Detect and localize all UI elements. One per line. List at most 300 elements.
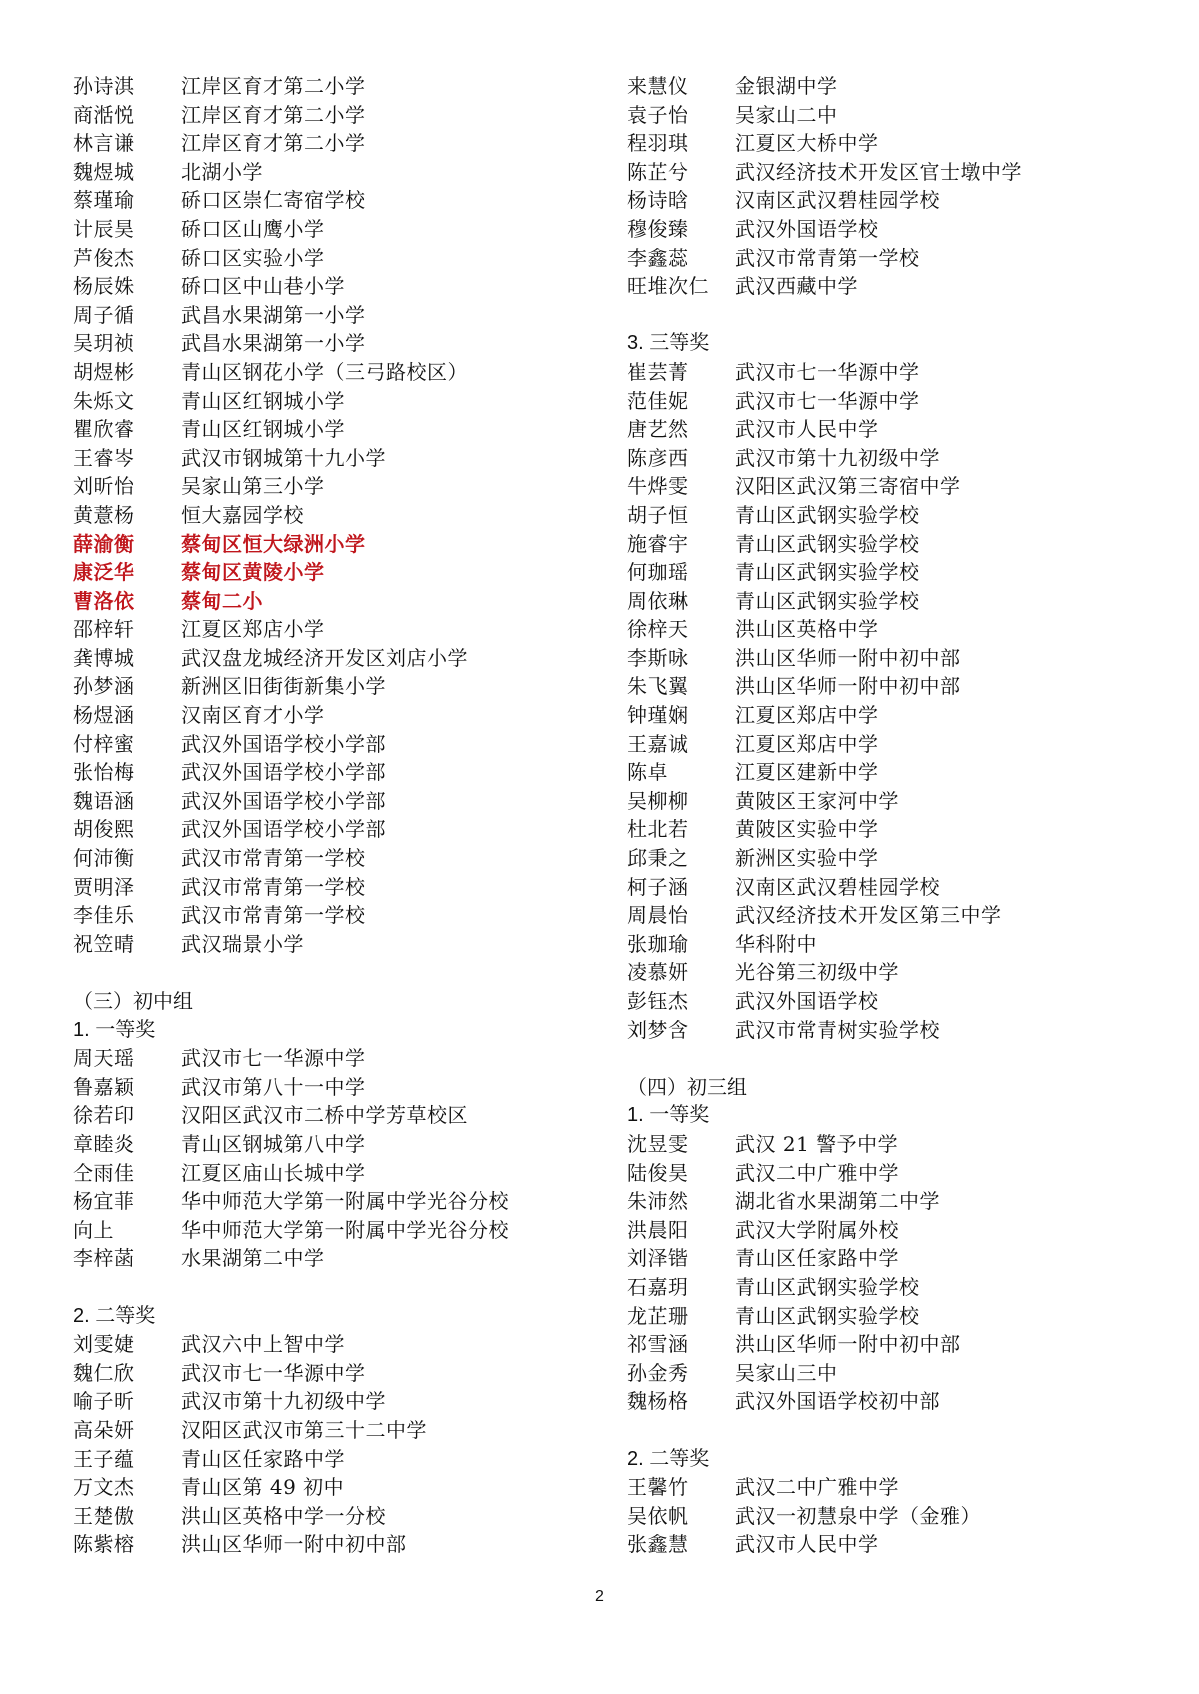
award-entry-row <box>627 215 1187 244</box>
student-name: 万文杰 <box>73 1475 135 1500</box>
student-name: 杨诗晗 <box>627 188 689 213</box>
student-name: 李斯咏 <box>627 645 689 670</box>
student-name: 孙诗淇 <box>73 74 135 98</box>
student-name: 康泛华 <box>73 560 135 585</box>
student-name: 刘昕怡 <box>73 474 135 499</box>
award-level-heading: 3. 三等奖 <box>627 332 710 355</box>
award-entry-row <box>627 1016 1187 1045</box>
award-entry-row <box>627 558 1187 587</box>
student-name: 仝雨佳 <box>73 1160 135 1185</box>
school-name: 洪山区华师一附中初中部 <box>181 1532 407 1557</box>
award-entry-row <box>73 558 593 587</box>
award-entry-row <box>627 72 1187 101</box>
award-level-heading: 2. 二等奖 <box>627 1447 710 1470</box>
school-name: 青山区武钢实验学校 <box>735 531 920 556</box>
school-name: 洪山区华师一附中初中部 <box>735 1332 961 1357</box>
award-entry-row <box>73 272 593 301</box>
award-entry-row <box>73 329 593 358</box>
award-entry-row <box>73 1530 593 1559</box>
school-name: 武汉市常青第一学校 <box>735 245 920 270</box>
student-name: 周晨怡 <box>627 903 689 928</box>
award-entry-row <box>73 758 593 787</box>
award-entry-row <box>627 644 1187 673</box>
student-name: 陈彦西 <box>627 445 689 470</box>
school-name: 新洲区实验中学 <box>735 846 879 871</box>
award-level-heading: 1. 一等奖 <box>73 1018 156 1041</box>
student-name: 芦俊杰 <box>73 245 135 270</box>
school-name: 青山区第 49 初中 <box>181 1475 345 1500</box>
school-name: 吴家山二中 <box>735 102 838 127</box>
school-name: 武汉市常青第一学校 <box>181 903 366 928</box>
school-name: 华中师范大学第一附属中学光谷分校 <box>181 1189 509 1214</box>
highlighted-award-list <box>73 530 593 616</box>
student-name: 来慧仪 <box>627 74 689 98</box>
award-list <box>73 615 593 958</box>
student-name: 凌慕妍 <box>627 960 689 985</box>
student-name: 向上 <box>73 1217 114 1242</box>
school-name: 江夏区庙山长城中学 <box>181 1160 366 1185</box>
spacer <box>73 958 593 987</box>
student-name: 祁雪涵 <box>627 1332 689 1357</box>
page-number: 2 <box>595 1588 604 1605</box>
student-name: 龚博城 <box>73 645 135 670</box>
student-name: 蔡瑾瑜 <box>73 188 135 213</box>
student-name: 杨辰姝 <box>73 274 135 299</box>
student-name: 徐梓天 <box>627 617 689 642</box>
school-name: 青山区任家路中学 <box>735 1246 899 1271</box>
student-name: 计辰昊 <box>73 216 135 241</box>
award-entry-row <box>627 501 1187 530</box>
student-name: 施睿宇 <box>627 531 689 556</box>
award-list <box>73 72 593 530</box>
award-entry-row <box>73 1473 593 1502</box>
student-name: 周依琳 <box>627 588 689 613</box>
award-entry-row <box>73 901 593 930</box>
school-name: 青山区武钢实验学校 <box>735 502 920 527</box>
school-name: 江夏区郑店中学 <box>735 703 879 728</box>
school-name: 武汉市第十九初级中学 <box>181 1389 386 1414</box>
award-entry-row <box>627 1302 1187 1331</box>
award-entry-row <box>627 1473 1187 1502</box>
school-name: 武汉经济技术开发区官士墩中学 <box>735 159 1022 184</box>
school-name: 武汉市七一华源中学 <box>181 1360 366 1385</box>
school-name: 武汉二中广雅中学 <box>735 1475 899 1500</box>
student-name: 牛烨雯 <box>627 474 689 499</box>
award-entry-row <box>627 1387 1187 1416</box>
student-name: 孙梦涵 <box>73 674 135 699</box>
student-name: 黄薏杨 <box>73 502 135 527</box>
school-name: 江岸区育才第二小学 <box>181 131 366 156</box>
school-name: 武汉市常青第一学校 <box>181 846 366 871</box>
award-entry-row <box>627 873 1187 902</box>
student-name: 陆俊昊 <box>627 1160 689 1185</box>
school-name: 硚口区崇仁寄宿学校 <box>181 188 366 213</box>
student-name: 张怡梅 <box>73 760 135 785</box>
school-name: 武汉 21 警予中学 <box>735 1131 899 1156</box>
award-list <box>627 1130 1187 1416</box>
school-name: 江夏区郑店中学 <box>735 731 879 756</box>
award-entry-row <box>627 530 1187 559</box>
award-entry-row <box>73 672 593 701</box>
school-name: 江岸区育才第二小学 <box>181 102 366 127</box>
spacer <box>627 1044 1187 1073</box>
award-entry-row <box>73 215 593 244</box>
award-entry-row <box>627 1130 1187 1159</box>
school-name: 蔡甸区黄陵小学 <box>181 560 325 585</box>
award-entry-row <box>627 1216 1187 1245</box>
school-name: 洪山区英格中学一分校 <box>181 1503 386 1528</box>
student-name: 付梓蜜 <box>73 731 135 756</box>
award-entry-row <box>73 1244 593 1273</box>
right-column <box>627 72 1187 1559</box>
student-name: 王嘉诚 <box>627 731 689 756</box>
student-name: 杨煜涵 <box>73 703 135 728</box>
award-level-heading: 2. 二等奖 <box>73 1304 156 1327</box>
student-name: 陈紫榕 <box>73 1532 135 1557</box>
school-name: 黄陂区实验中学 <box>735 817 879 842</box>
school-name: 汉南区武汉碧桂园学校 <box>735 874 940 899</box>
award-entry-row <box>627 1187 1187 1216</box>
school-name: 恒大嘉园学校 <box>181 502 304 527</box>
student-name: 陈芷兮 <box>627 159 689 184</box>
award-entry-row <box>627 158 1187 187</box>
student-name: 龙芷珊 <box>627 1303 689 1328</box>
award-list <box>73 1044 593 1273</box>
award-entry-row <box>73 1187 593 1216</box>
school-name: 武汉外国语学校初中部 <box>735 1389 940 1414</box>
school-name: 青山区红钢城小学 <box>181 417 345 442</box>
student-name: 周子循 <box>73 302 135 327</box>
award-entry-row <box>627 958 1187 987</box>
school-name: 武汉六中上智中学 <box>181 1332 345 1357</box>
award-entry-row <box>73 186 593 215</box>
student-name: 李鑫蕊 <box>627 245 689 270</box>
student-name: 刘雯婕 <box>73 1332 135 1357</box>
award-entry-row <box>627 987 1187 1016</box>
student-name: 穆俊臻 <box>627 216 689 241</box>
award-entry-row <box>73 1073 593 1102</box>
student-name: 瞿欣睿 <box>73 417 135 442</box>
award-entry-row <box>73 1130 593 1159</box>
award-entry-row <box>73 530 593 559</box>
award-entry-row <box>73 587 593 616</box>
school-name: 吴家山三中 <box>735 1360 838 1385</box>
school-name: 江夏区大桥中学 <box>735 131 879 156</box>
school-name: 武汉西藏中学 <box>735 274 858 299</box>
award-entry-row <box>627 415 1187 444</box>
school-name: 汉南区育才小学 <box>181 703 325 728</box>
school-name: 江夏区建新中学 <box>735 760 879 785</box>
school-name: 江夏区郑店小学 <box>181 617 325 642</box>
school-name: 武汉经济技术开发区第三中学 <box>735 903 1002 928</box>
award-entry-row <box>73 787 593 816</box>
school-name: 江岸区育才第二小学 <box>181 74 366 98</box>
award-entry-row <box>627 358 1187 387</box>
award-entry-row <box>627 758 1187 787</box>
school-name: 武汉市人民中学 <box>735 417 879 442</box>
school-name: 青山区红钢城小学 <box>181 388 345 413</box>
school-name: 武昌水果湖第一小学 <box>181 302 366 327</box>
student-name: 魏杨格 <box>627 1389 689 1414</box>
student-name: 祝笠晴 <box>73 931 135 956</box>
award-entry-row <box>73 415 593 444</box>
section-heading-group4: （四）初三组 <box>627 1074 747 1099</box>
award-entry-row <box>627 244 1187 273</box>
award-entry-row <box>73 1416 593 1445</box>
school-name: 武汉外国语学校小学部 <box>181 760 386 785</box>
student-name: 胡子恒 <box>627 502 689 527</box>
school-name: 武汉外国语学校小学部 <box>181 817 386 842</box>
student-name: 林言谦 <box>73 131 135 156</box>
award-entry-row <box>627 930 1187 959</box>
student-name: 旺堆次仁 <box>627 274 709 299</box>
award-entry-row <box>73 301 593 330</box>
school-name: 武昌水果湖第一小学 <box>181 331 366 356</box>
school-name: 武汉市钢城第十九小学 <box>181 445 386 470</box>
student-name: 刘泽锴 <box>627 1246 689 1271</box>
section-heading-group3: （三）初中组 <box>73 989 193 1013</box>
student-name: 王馨竹 <box>627 1475 689 1500</box>
student-name: 袁子怡 <box>627 102 689 127</box>
student-name: 张珈瑜 <box>627 931 689 956</box>
award-entry-row <box>73 387 593 416</box>
award-entry-row <box>627 587 1187 616</box>
school-name: 硚口区中山巷小学 <box>181 274 345 299</box>
school-name: 武汉市七一华源中学 <box>735 388 920 413</box>
award-entry-row <box>73 1359 593 1388</box>
school-name: 武汉外国语学校 <box>735 216 879 241</box>
award-entry-row <box>627 787 1187 816</box>
school-name: 蔡甸区恒大绿洲小学 <box>181 531 366 556</box>
school-name: 武汉市人民中学 <box>735 1532 879 1557</box>
award-entry-row <box>73 873 593 902</box>
award-entry-row <box>627 672 1187 701</box>
school-name: 汉南区武汉碧桂园学校 <box>735 188 940 213</box>
student-name: 程羽琪 <box>627 131 689 156</box>
student-name: 朱沛然 <box>627 1189 689 1214</box>
student-name: 徐若印 <box>73 1103 135 1128</box>
award-entry-row <box>627 129 1187 158</box>
award-entry-row <box>627 387 1187 416</box>
award-entry-row <box>73 1445 593 1474</box>
award-entry-row <box>627 901 1187 930</box>
award-entry-row <box>73 1387 593 1416</box>
award-entry-row <box>627 815 1187 844</box>
school-name: 武汉外国语学校 <box>735 989 879 1013</box>
school-name: 汉阳区武汉市二桥中学芳草校区 <box>181 1103 468 1128</box>
award-entry-row <box>627 1159 1187 1188</box>
award-entry-row <box>73 844 593 873</box>
school-name: 青山区钢城第八中学 <box>181 1131 366 1156</box>
award-list <box>627 1473 1187 1559</box>
student-name: 章睦炎 <box>73 1131 135 1156</box>
award-entry-row <box>627 472 1187 501</box>
award-entry-row <box>627 101 1187 130</box>
award-entry-row <box>73 158 593 187</box>
school-name: 黄陂区王家河中学 <box>735 788 899 813</box>
award-entry-row <box>627 1359 1187 1388</box>
award-entry-row <box>73 72 593 101</box>
student-name: 王睿岑 <box>73 445 135 470</box>
school-name: 华中师范大学第一附属中学光谷分校 <box>181 1217 509 1242</box>
award-entry-row <box>627 444 1187 473</box>
spacer <box>73 1273 593 1302</box>
student-name: 柯子涵 <box>627 874 689 899</box>
student-name: 唐艺然 <box>627 417 689 442</box>
award-entry-row <box>73 1216 593 1245</box>
award-entry-row <box>627 1530 1187 1559</box>
school-name: 金银湖中学 <box>735 74 838 98</box>
school-name: 武汉市七一华源中学 <box>181 1046 366 1071</box>
student-name: 钟瑾娴 <box>627 703 689 728</box>
award-entry-row <box>73 644 593 673</box>
student-name: 崔芸菁 <box>627 359 689 384</box>
school-name: 武汉外国语学校小学部 <box>181 788 386 813</box>
student-name: 鲁嘉颖 <box>73 1074 135 1099</box>
award-entry-row <box>73 358 593 387</box>
spacer <box>627 1416 1187 1445</box>
award-entry-row <box>73 1330 593 1359</box>
school-name: 武汉市七一华源中学 <box>735 359 920 384</box>
school-name: 蔡甸二小 <box>181 588 263 613</box>
award-entry-row <box>73 101 593 130</box>
student-name: 朱烁文 <box>73 388 135 413</box>
award-entry-row <box>73 615 593 644</box>
student-name: 胡煜彬 <box>73 359 135 384</box>
award-entry-row <box>627 844 1187 873</box>
award-entry-row <box>627 1244 1187 1273</box>
school-name: 武汉市常青第一学校 <box>181 874 366 899</box>
award-entry-row <box>73 129 593 158</box>
student-name: 张鑫慧 <box>627 1532 689 1557</box>
school-name: 青山区武钢实验学校 <box>735 560 920 585</box>
school-name: 硚口区山鹰小学 <box>181 216 325 241</box>
award-entry-row <box>73 1101 593 1130</box>
student-name: 王楚傲 <box>73 1503 135 1528</box>
school-name: 水果湖第二中学 <box>181 1246 325 1271</box>
school-name: 光谷第三初级中学 <box>735 960 899 985</box>
school-name: 武汉市常青树实验学校 <box>735 1017 940 1042</box>
student-name: 朱飞翼 <box>627 674 689 699</box>
award-entry-row <box>73 730 593 759</box>
school-name: 新洲区旧街街新集小学 <box>181 674 386 699</box>
school-name: 洪山区华师一附中初中部 <box>735 645 961 670</box>
award-entry-row <box>73 444 593 473</box>
school-name: 武汉瑞景小学 <box>181 931 304 956</box>
school-name: 武汉市第八十一中学 <box>181 1074 366 1099</box>
school-name: 武汉一初慧泉中学（金雅） <box>735 1503 981 1528</box>
award-entry-row <box>627 730 1187 759</box>
student-name: 邵梓轩 <box>73 617 135 642</box>
award-entry-row <box>627 701 1187 730</box>
student-name: 李梓菡 <box>73 1246 135 1271</box>
award-entry-row <box>73 1044 593 1073</box>
school-name: 湖北省水果湖第二中学 <box>735 1189 940 1214</box>
school-name: 武汉市第十九初级中学 <box>735 445 940 470</box>
school-name: 青山区武钢实验学校 <box>735 1303 920 1328</box>
award-entry-row <box>627 272 1187 301</box>
school-name: 吴家山第三小学 <box>181 474 325 499</box>
school-name: 青山区武钢实验学校 <box>735 588 920 613</box>
student-name: 吴玥祯 <box>73 331 135 356</box>
school-name: 汉阳区武汉第三寄宿中学 <box>735 474 961 499</box>
student-name: 吴依帆 <box>627 1503 689 1528</box>
student-name: 石嘉玥 <box>627 1274 689 1299</box>
school-name: 武汉外国语学校小学部 <box>181 731 386 756</box>
student-name: 魏仁欣 <box>73 1360 135 1385</box>
school-name: 青山区钢花小学（三弓路校区） <box>181 359 468 384</box>
student-name: 刘梦含 <box>627 1017 689 1042</box>
student-name: 范佳妮 <box>627 388 689 413</box>
award-entry-row <box>73 701 593 730</box>
student-name: 王子蕴 <box>73 1446 135 1471</box>
award-entry-row <box>73 930 593 959</box>
student-name: 薛渝衡 <box>73 531 135 556</box>
student-name: 何沛衡 <box>73 846 135 871</box>
student-name: 陈卓 <box>627 760 668 785</box>
award-level-heading: 1. 一等奖 <box>627 1104 710 1127</box>
student-name: 沈昱雯 <box>627 1131 689 1156</box>
award-entry-row <box>73 501 593 530</box>
award-entry-row <box>627 1330 1187 1359</box>
student-name: 吴柳柳 <box>627 788 689 813</box>
award-entry-row <box>627 1502 1187 1531</box>
award-list <box>627 72 1187 301</box>
award-entry-row <box>73 1502 593 1531</box>
school-name: 北湖小学 <box>181 159 263 184</box>
school-name: 华科附中 <box>735 931 817 956</box>
award-entry-row <box>73 815 593 844</box>
award-entry-row <box>627 186 1187 215</box>
student-name: 何珈瑶 <box>627 560 689 585</box>
school-name: 洪山区华师一附中初中部 <box>735 674 961 699</box>
school-name: 硚口区实验小学 <box>181 245 325 270</box>
student-name: 商湉悦 <box>73 102 135 127</box>
school-name: 洪山区英格中学 <box>735 617 879 642</box>
award-entry-row <box>627 615 1187 644</box>
student-name: 曹洛依 <box>73 588 135 613</box>
award-entry-row <box>73 472 593 501</box>
school-name: 武汉二中广雅中学 <box>735 1160 899 1185</box>
school-name: 青山区任家路中学 <box>181 1446 345 1471</box>
school-name: 汉阳区武汉市第三十二中学 <box>181 1417 427 1442</box>
spacer <box>627 301 1187 330</box>
student-name: 洪晨阳 <box>627 1217 689 1242</box>
student-name: 魏煜城 <box>73 159 135 184</box>
student-name: 魏语涵 <box>73 788 135 813</box>
student-name: 贾明泽 <box>73 874 135 899</box>
school-name: 武汉大学附属外校 <box>735 1217 899 1242</box>
student-name: 高朵妍 <box>73 1417 135 1442</box>
left-column <box>73 72 593 1559</box>
student-name: 李佳乐 <box>73 903 135 928</box>
school-name: 武汉盘龙城经济开发区刘店小学 <box>181 645 468 670</box>
award-list <box>73 1330 593 1559</box>
student-name: 杜北若 <box>627 817 689 842</box>
school-name: 青山区武钢实验学校 <box>735 1274 920 1299</box>
award-entry-row <box>73 244 593 273</box>
student-name: 邱秉之 <box>627 846 689 871</box>
student-name: 杨宜菲 <box>73 1189 135 1214</box>
student-name: 彭钰杰 <box>627 989 689 1013</box>
student-name: 周天瑶 <box>73 1046 135 1071</box>
award-entry-row <box>73 1159 593 1188</box>
award-list <box>627 358 1187 1044</box>
award-entry-row <box>627 1273 1187 1302</box>
student-name: 孙金秀 <box>627 1360 689 1385</box>
student-name: 喻子昕 <box>73 1389 135 1414</box>
student-name: 胡俊熙 <box>73 817 135 842</box>
